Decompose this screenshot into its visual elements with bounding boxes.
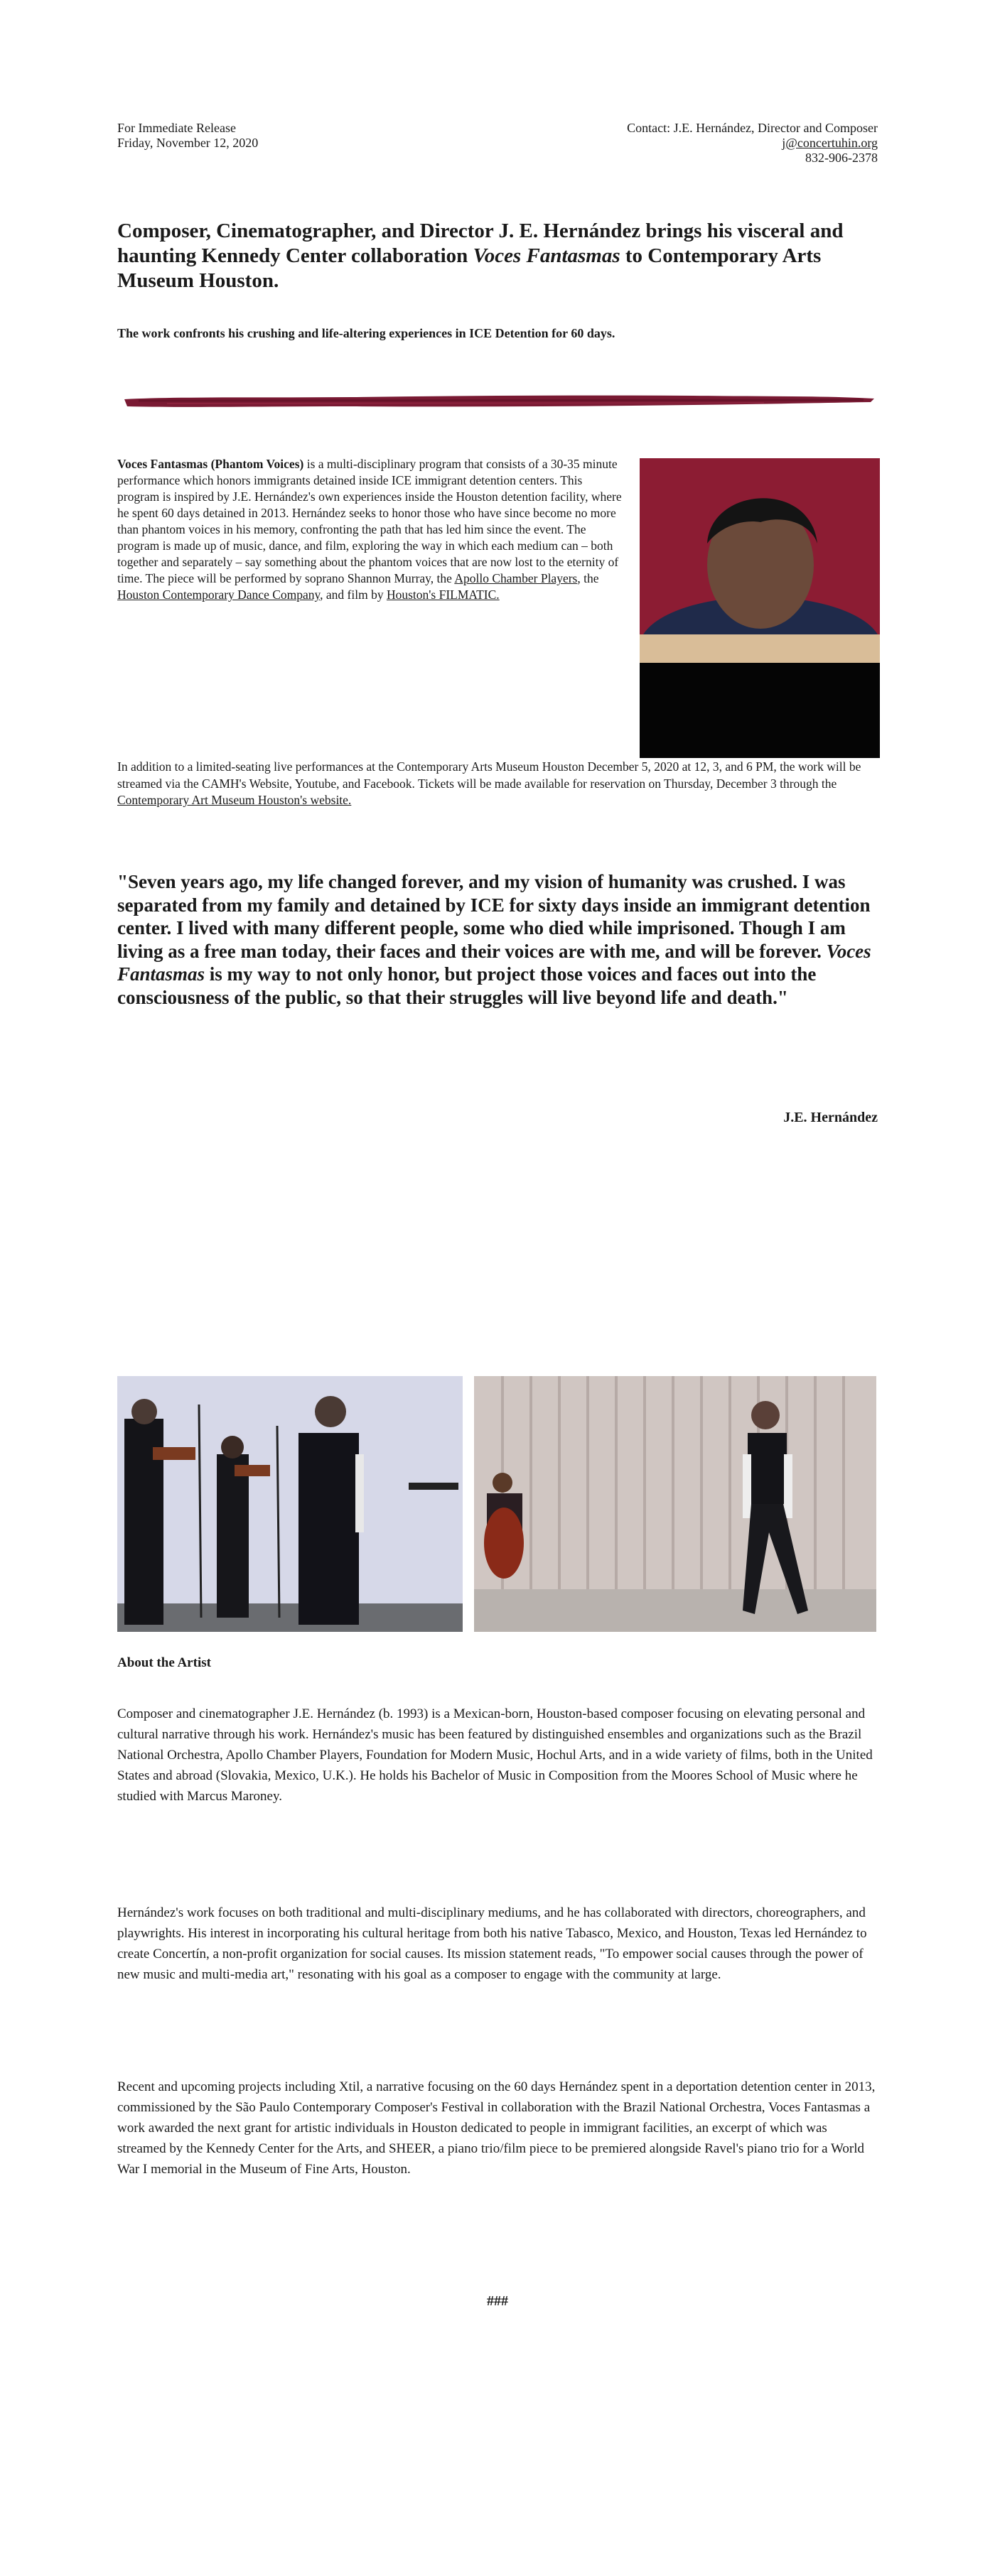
contact-phone: 832-906-2378 [805,151,878,165]
contact-info [627,121,878,166]
intro-text: , the [577,571,599,585]
release-date: Friday, November 12, 2020 [117,136,259,150]
intro-paragraph [117,456,622,603]
program-title: Voces Fantasmas (Phantom Voices) [117,457,304,471]
quote-text-end: is my way to not only honor, but project those voices and faces out into the consciousness of the public, so that their struggles will live beyond life and death." [117,963,817,1008]
release-line: For Immediate Release [117,121,236,135]
performance-details-text: In addition to a limited-seating live performances at the Contemporary Arts Museum Houston December 5, 2020 at 12, 3, and 6 PM, the work will be streamed via the CAMH's Website, Youtube, and Facebook. Tickets will be made available for reservation on Thursday, December 3 through the [117,759,861,791]
composer-quote [117,870,878,1009]
end-of-release-mark: ### [487,2293,508,2309]
headline-text-end: to Contemporary Arts Museum Houston. [117,244,822,292]
houston-contemporary-dance-link[interactable]: Houston Contemporary Dance Company [117,588,321,602]
performance-details-paragraph [117,759,878,809]
performance-photo-strings [117,1376,463,1632]
contact-email-link[interactable]: j@concertuhin.org [782,136,878,150]
contact-name: Contact: J.E. Hernández, Director and Composer [627,121,878,135]
quote-text: "Seven years ago, my life changed forever, and my vision of humanity was crushed. I was separated from my family and detained by ICE for sixty days inside an immigrant detention center. I lived with many different people, some who died while imprisoned. Though I am living as a free man today, their faces and their voices are with me, and will be forever. [117,871,871,962]
about-artist-heading: About the Artist [117,1655,211,1670]
headline [117,219,878,293]
quote-work-title: Voces Fantasmas [117,940,871,985]
bio-paragraph: Composer and cinematographer J.E. Hernández (b. 1993) is a Mexican-born, Houston-based composer focusing on elevating personal and cultural narrative through his work. Hernández's music has been featured by distinguished ensembles and organizations such as the Brazil National Orchestra, Apollo Chamber Players, Foundation for Modern Music, Hochul Arts, and in a wide variety of films, both in the United States and abroad (Slovakia, Mexico, U.K.). He holds his Bachelor of Music in Composition from the Moores School of Music where he studied with Marcus Maroney. [117,1706,873,1804]
filmatic-link[interactable]: Houston's FILMATIC. [386,588,500,602]
release-info [117,121,258,151]
bio-paragraph: Recent and upcoming projects including Xtil, a narrative focusing on the 60 days Hernández spent in a deportation detention center in 2013, commissioned by the São Paulo Contemporary Composer's Festival in collaboration with the Brazil National Orchestra, Voces Fantasmas a work awarded the next grant for artistic individuals in Houston dedicated to people in immigrant facilities, an excerpt of which was streamed by the Kennedy Center for the Arts, and SHEER, a piano trio/film piece to be premiered alongside Ravel's piano trio for a World War I memorial in the Museum of Fine Arts, Houston. [117,2079,876,2177]
intro-text: is a multi-disciplinary program that consists of a 30-35 minute performance which honors immigrants detained inside ICE immigrant detention centers. This program is inspired by J.E. Hernández's own experiences inside the Houston detention facility, where he spent 60 days detained in 2013. Hernández seeks to honor those who have since become no more than phantom voices in his memory, confronting the path that has led him since the event. The program is made up of music, dance, and film, exploring the way in which each medium can – both together and separately – say something about the phantom voices that are now lost to the eternity of time. The piece will be performed by soprano Shannon Murray, the [117,457,622,585]
headline-work-title: Voces Fantasmas [473,244,620,267]
quote-attribution: J.E. Hernández [783,1110,878,1125]
apollo-chamber-players-link[interactable]: Apollo Chamber Players [454,571,578,585]
headline-text: Composer, Cinematographer, and Director J. E. Hernández brings his visceral and haunting Kennedy Center collaboration [117,220,844,267]
intro-text: , and film by [320,588,387,602]
subheadline: The work confronts his crushing and life-altering experiences in ICE Detention for 60 days. [117,326,615,340]
camh-website-link[interactable]: Contemporary Art Museum Houston's website. [117,793,352,807]
brush-stroke-divider [124,392,874,411]
performance-photo-dance [474,1376,876,1632]
bio-paragraph: Hernández's work focuses on both traditional and multi-disciplinary mediums, and he has collaborated with directors, choreographers, and playwrights. His interest in incorporating his cultural heritage from both his native Tabasco, Mexico, and Houston, Texas led Hernández to create Concertín, a non-profit organization for social causes. Its mission statement reads, "To empower social causes through the power of new music and multi-media art," resonating with his goal as a composer to engage with the community at large. [117,1905,867,1982]
composer-portrait-image [640,458,880,758]
